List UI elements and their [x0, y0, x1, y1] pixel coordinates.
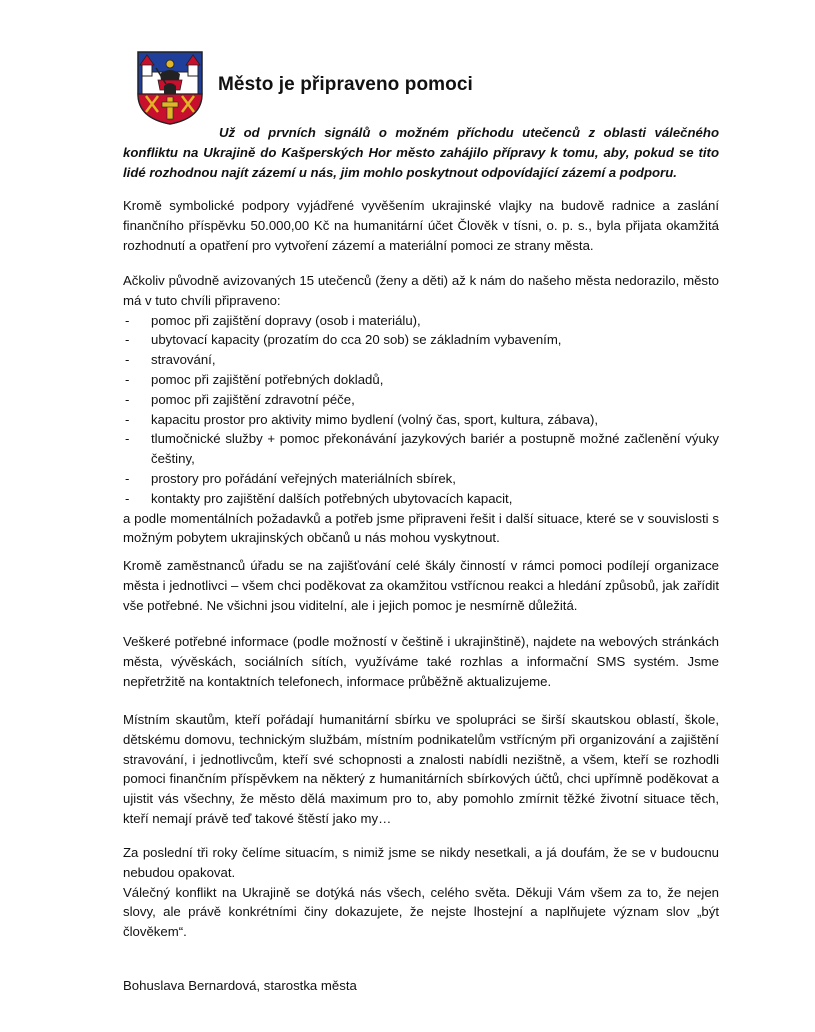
paragraph-3 [123, 556, 719, 615]
list-item-text: stravování, [151, 352, 216, 368]
list-dash: - [125, 312, 130, 328]
list-dash: - [125, 352, 130, 368]
intro-paragraph [123, 123, 719, 182]
intro-text: Už od prvních signálů o možném příchodu utečenců z oblasti válečného konfliktu na Ukrajině do Kašperských Hor město zahájilo přípravy k tomu, aby, pokud se tito lidé rozhodnou najít zázemí u nás, jim mohlo poskytnout odpovídající zázemí a podporu. [123, 125, 719, 180]
list-dash: - [125, 470, 130, 486]
paragraph-4 [123, 632, 719, 691]
list-item [123, 350, 719, 370]
paragraph-5-text: Místním skautům, kteří pořádají humanitární sbírku ve spolupráci se širší skautskou oblastí, škole, dětskému domovu, technickým službám, místním podnikatelům vstřícným při organizování a zajištění stravování, i jednotlivcům, kteří své schopnosti a znalosti nabídli nezištně, a všem, kteří se rozhodli pomoci finančním příspěvkem na některý z humanitárních sbírkových účtů, chci upřímně poděkovat a ujistit vás všechny, že město dělá maximum pro to, aby pomohlo zmírnit těžké životní situace těch, kteří nemají právě teď takové štěstí jako my… [123, 712, 719, 826]
paragraph-1 [123, 196, 719, 255]
paragraph-4-text: Veškeré potřebné informace (podle možností v češtině i ukrajinštině), najdete na webových stránkách města, vývěskách, sociálních sítích, využíváme také rozhlas a informační SMS systém. Jsme nepřetržitě na kontaktních telefonech, informace průběžně aktualizujeme. [123, 634, 719, 689]
list-item [123, 370, 719, 390]
list-item [123, 311, 719, 331]
paragraph-3-text: Kromě zaměstnanců úřadu se na zajišťování celé škály činností v rámci pomoci podílejí organizace města i jednotlivci – všem chci poděkovat za okamžitou vstřícnou reakci a hledání způsobů, jak zařídit vše potřebné. Ne všichni jsou viditelní, ale i jejich pomoc je nesmírně důležitá. [123, 558, 719, 613]
list-item-text: pomoc při zajištění potřebných dokladů, [151, 371, 384, 387]
list-dash: - [125, 371, 130, 387]
paragraph-6b-text: Válečný konflikt na Ukrajině se dotýká nás všech, celého světa. Děkuji Vám všem za to, že nejen slovy, ale právě konkrétními činy dokazujete, že nejste lhostejní a naplňujete význam slov „být člověkem“. [123, 884, 719, 940]
list-dash: - [125, 332, 130, 348]
paragraph-5 [123, 710, 719, 829]
list-item-text: kapacitu prostor pro aktivity mimo bydlení (volný čas, sport, kultura, zábava), [151, 411, 599, 427]
list-item [123, 330, 719, 350]
list-item-text: kontakty pro zajištění dalších potřebných ubytovacích kapacit, [151, 490, 513, 506]
paragraph-2-lead: Ačkoliv původně avizovaných 15 utečenců (ženy a děti) až k nám do našeho města nedorazilo, město má v tuto chvíli připraveno: [123, 273, 719, 308]
list-dash: - [125, 411, 130, 427]
list-item-text: pomoc při zajištění zdravotní péče, [151, 391, 355, 407]
paragraph-1-text: Kromě symbolické podpory vyjádřené vyvěšením ukrajinské vlajky na budově radnice a zaslání finančního příspěvku 50.000,00 Kč na humanitární účet Člověk v tísni, o. p. s., byla přijata okamžitá rozhodnutí a opatření pro vytvoření zázemí a materiální pomoci ze strany města. [123, 198, 719, 253]
list-item [123, 429, 719, 469]
list-item-text: tlumočnické služby + pomoc překonávání jazykových bariér a postupně možné začlenění výuky češtiny, [151, 431, 719, 467]
list-item [123, 489, 719, 509]
paragraph-2-tail: a podle momentálních požadavků a potřeb jsme připraveni řešit i další situace, které se v souvislosti s možným pobytem ukrajinských občanů u nás mohou vyskytnout. [123, 510, 719, 546]
list-item [123, 390, 719, 410]
list-item-text: ubytovací kapacity (prozatím do cca 20 sob) se základním vybavením, [151, 332, 562, 348]
signature: Bohuslava Bernardová, starostka města [123, 978, 357, 993]
list-item [123, 469, 719, 489]
list-dash: - [125, 431, 130, 447]
page-title: Město je připraveno pomoci [218, 74, 473, 95]
paragraph-2 [123, 271, 719, 548]
list-item-text: pomoc při zajištění dopravy (osob i materiálu), [151, 312, 421, 328]
paragraph-6a-text: Za poslední tři roky čelíme situacím, s nimiž jsme se nikdy nesetkali, a já doufám, že se v budoucnu nebudou opakovat. [123, 845, 719, 880]
town-coat-of-arms-icon [136, 50, 204, 126]
list-dash: - [125, 490, 130, 506]
assistance-list [123, 311, 719, 509]
list-item-text: prostory pro pořádání veřejných materiálních sbírek, [151, 470, 456, 486]
list-item [123, 410, 719, 430]
list-dash: - [125, 391, 130, 407]
paragraph-6 [123, 843, 719, 942]
